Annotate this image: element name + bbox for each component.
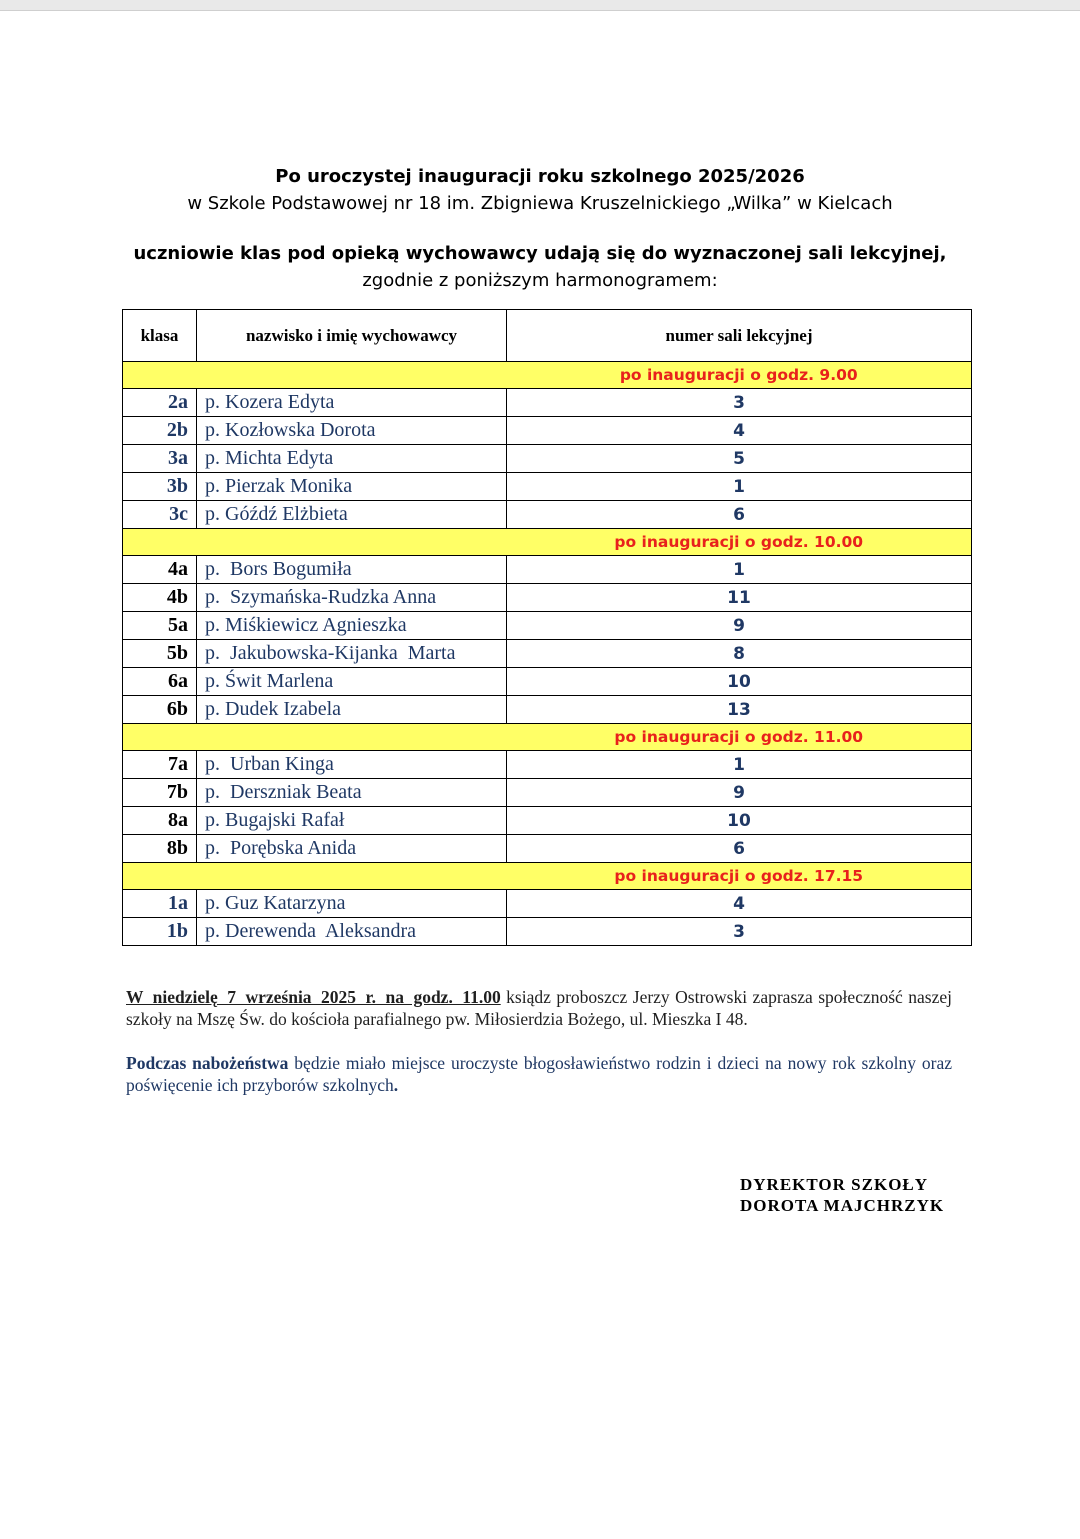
class-cell: 6a xyxy=(123,668,197,696)
blessing-details: będzie miało miejsce uroczyste błogosławieństwo rodzin i dzieci na nowy rok szkolny oraz poświęcenie ich przyborów szkolnych xyxy=(126,1053,952,1095)
table-row xyxy=(123,389,972,417)
room-cell: 1 xyxy=(507,556,972,584)
class-cell: 1a xyxy=(123,890,197,918)
class-cell: 2a xyxy=(123,389,197,417)
time-group-label: po inauguracji o godz. 17.15 xyxy=(507,863,972,890)
class-cell: 3c xyxy=(123,501,197,529)
class-cell: 1b xyxy=(123,918,197,946)
class-cell: 7a xyxy=(123,751,197,779)
table-row xyxy=(123,668,972,696)
time-group-row xyxy=(123,863,972,890)
heading-line-2: w Szkole Podstawowej nr 18 im. Zbigniewa Kruszelnickiego „Wilka” w Kielcach xyxy=(187,193,893,214)
teacher-cell: p. Pierzak Monika xyxy=(197,473,507,501)
table-row xyxy=(123,751,972,779)
room-cell: 1 xyxy=(507,473,972,501)
room-cell: 6 xyxy=(507,501,972,529)
blessing-lead: Podczas nabożeństwa xyxy=(126,1053,289,1073)
teacher-cell: p. Michta Edyta xyxy=(197,445,507,473)
room-cell: 11 xyxy=(507,584,972,612)
time-group-empty-cell xyxy=(123,724,507,751)
room-cell: 10 xyxy=(507,668,972,696)
class-cell: 5b xyxy=(123,640,197,668)
room-cell: 9 xyxy=(507,612,972,640)
signature-name: DOROTA MAJCHRZYK xyxy=(740,1196,945,1215)
table-row xyxy=(123,807,972,835)
viewer-top-bar xyxy=(0,0,1080,11)
table-row xyxy=(123,612,972,640)
teacher-cell: p. Bors Bogumiła xyxy=(197,556,507,584)
time-group-row xyxy=(123,529,972,556)
room-cell: 8 xyxy=(507,640,972,668)
room-cell: 13 xyxy=(507,696,972,724)
table-row xyxy=(123,696,972,724)
time-group-row xyxy=(123,362,972,389)
table-row xyxy=(123,779,972,807)
teacher-cell: p. Porębska Anida xyxy=(197,835,507,863)
room-cell: 6 xyxy=(507,835,972,863)
mass-details: ksiądz proboszcz Jerzy Ostrowski zaprasza społeczność naszej szkoły na Mszę Św. do kościoła parafialnego pw. Miłosierdzia Bożego, ul. Mieszka I 48. xyxy=(126,987,952,1029)
time-group-label: po inauguracji o godz. 9.00 xyxy=(507,362,972,389)
teacher-cell: p. Góźdź Elżbieta xyxy=(197,501,507,529)
table-row xyxy=(123,473,972,501)
signature-title: DYREKTOR SZKOŁY xyxy=(740,1175,929,1194)
room-cell: 4 xyxy=(507,417,972,445)
table-row xyxy=(123,918,972,946)
heading-line-1: Po uroczystej inauguracji roku szkolnego 2025/2026 xyxy=(275,166,805,187)
time-group-empty-cell xyxy=(123,863,507,890)
time-group-empty-cell xyxy=(123,362,507,389)
class-cell: 7b xyxy=(123,779,197,807)
class-cell: 5a xyxy=(123,612,197,640)
table-row xyxy=(123,890,972,918)
table-row xyxy=(123,584,972,612)
table-row xyxy=(123,417,972,445)
class-cell: 4a xyxy=(123,556,197,584)
class-cell: 8b xyxy=(123,835,197,863)
time-group-row xyxy=(123,724,972,751)
table-row xyxy=(123,640,972,668)
teacher-cell: p. Jakubowska-Kijanka Marta xyxy=(197,640,507,668)
table-row xyxy=(123,501,972,529)
heading-line-3: uczniowie klas pod opieką wychowawcy udają się do wyznaczonej sali lekcyjnej, xyxy=(133,243,947,264)
teacher-cell: p. Urban Kinga xyxy=(197,751,507,779)
class-cell: 3a xyxy=(123,445,197,473)
teacher-cell: p. Derewenda Aleksandra xyxy=(197,918,507,946)
class-cell: 6b xyxy=(123,696,197,724)
time-group-label: po inauguracji o godz. 10.00 xyxy=(507,529,972,556)
table-row xyxy=(123,835,972,863)
class-cell: 8a xyxy=(123,807,197,835)
teacher-cell: p. Guz Katarzyna xyxy=(197,890,507,918)
room-cell: 3 xyxy=(507,918,972,946)
teacher-cell: p. Derszniak Beata xyxy=(197,779,507,807)
class-cell: 3b xyxy=(123,473,197,501)
column-header-teacher: nazwisko i imię wychowawcy xyxy=(197,310,507,362)
teacher-cell: p. Świt Marlena xyxy=(197,668,507,696)
blessing-announcement xyxy=(126,1052,952,1096)
teacher-cell: p. Kozera Edyta xyxy=(197,389,507,417)
blessing-end: . xyxy=(393,1075,399,1095)
teacher-cell: p. Miśkiewicz Agnieszka xyxy=(197,612,507,640)
class-cell: 4b xyxy=(123,584,197,612)
column-header-klasa: klasa xyxy=(123,310,197,362)
room-cell: 9 xyxy=(507,779,972,807)
schedule-table xyxy=(122,309,972,946)
heading-line-4: zgodnie z poniższym harmonogramem: xyxy=(362,270,718,291)
time-group-label: po inauguracji o godz. 11.00 xyxy=(507,724,972,751)
teacher-cell: p. Szymańska-Rudzka Anna xyxy=(197,584,507,612)
mass-date-time: W niedzielę 7 września 2025 r. na godz. 11.00 xyxy=(126,987,501,1007)
room-cell: 1 xyxy=(507,751,972,779)
class-cell: 2b xyxy=(123,417,197,445)
room-cell: 4 xyxy=(507,890,972,918)
teacher-cell: p. Dudek Izabela xyxy=(197,696,507,724)
teacher-cell: p. Kozłowska Dorota xyxy=(197,417,507,445)
room-cell: 3 xyxy=(507,389,972,417)
column-header-room: numer sali lekcyjnej xyxy=(507,310,972,362)
table-header-row xyxy=(123,310,972,362)
room-cell: 5 xyxy=(507,445,972,473)
room-cell: 10 xyxy=(507,807,972,835)
time-group-empty-cell xyxy=(123,529,507,556)
table-row xyxy=(123,445,972,473)
teacher-cell: p. Bugajski Rafał xyxy=(197,807,507,835)
mass-announcement xyxy=(126,986,952,1030)
table-row xyxy=(123,556,972,584)
